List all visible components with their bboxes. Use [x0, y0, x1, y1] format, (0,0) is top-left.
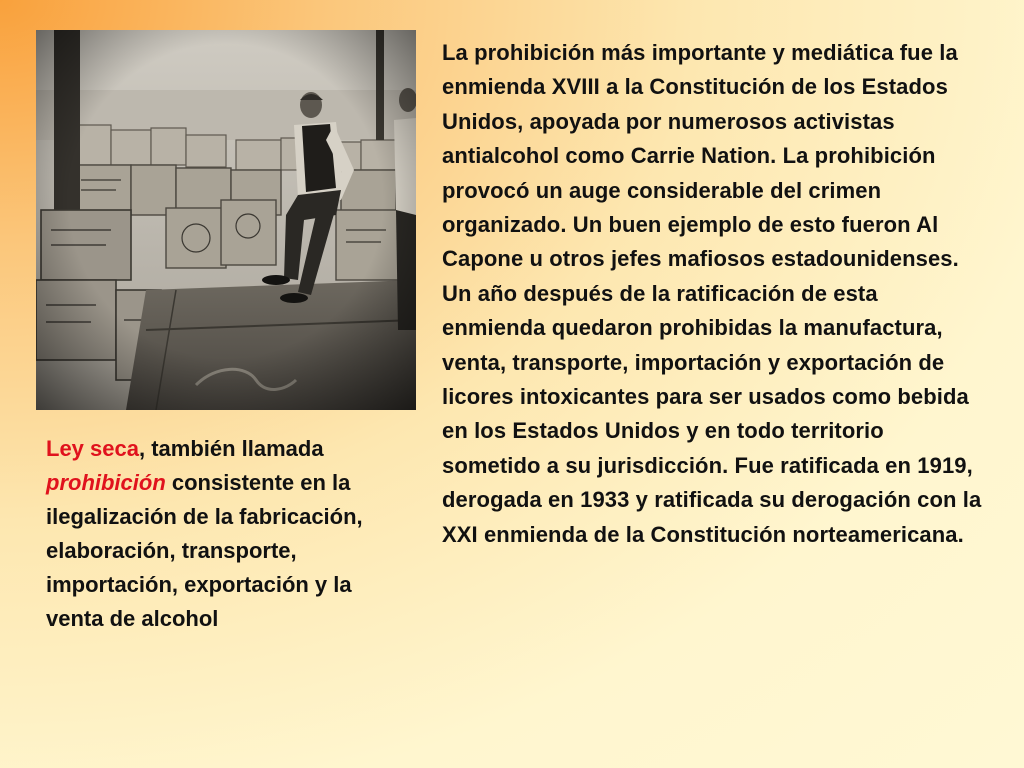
caption-term-italic: prohibición — [46, 470, 166, 495]
caption-term: Ley seca — [46, 436, 139, 461]
body-paragraph: La prohibición más importante y mediática fue la enmienda XVIII a la Constitución de los Estados Unidos, apoyada por numerosos activistas antialcohol como Carrie Nation. La prohibición provocó un auge considerable del crimen organizado. Un buen ejemplo de esto fueron Al Capone u otros jefes mafiosos estadounidenses. Un año después de la ratificación de esta enmienda quedaron prohibidas la manufactura, venta, transporte, importación y exportación de licores intoxicantes para ser usados como bebida en los Estados Unidos y en todo territorio sometido a su jurisdicción. Fue ratificada en 1919, derogada en 1933 y ratificada su derogación con la XXI enmienda de la Constitución norteamericana. — [442, 40, 982, 547]
caption-text — [46, 432, 386, 636]
caption-middle: , también llamada — [138, 436, 324, 461]
photo-illustration — [36, 30, 416, 410]
historical-photo — [36, 30, 416, 410]
caption-rest: consistente en la ilegalización de la fabricación, elaboración, transporte, importación, exportación y la venta de alcohol — [46, 470, 363, 631]
